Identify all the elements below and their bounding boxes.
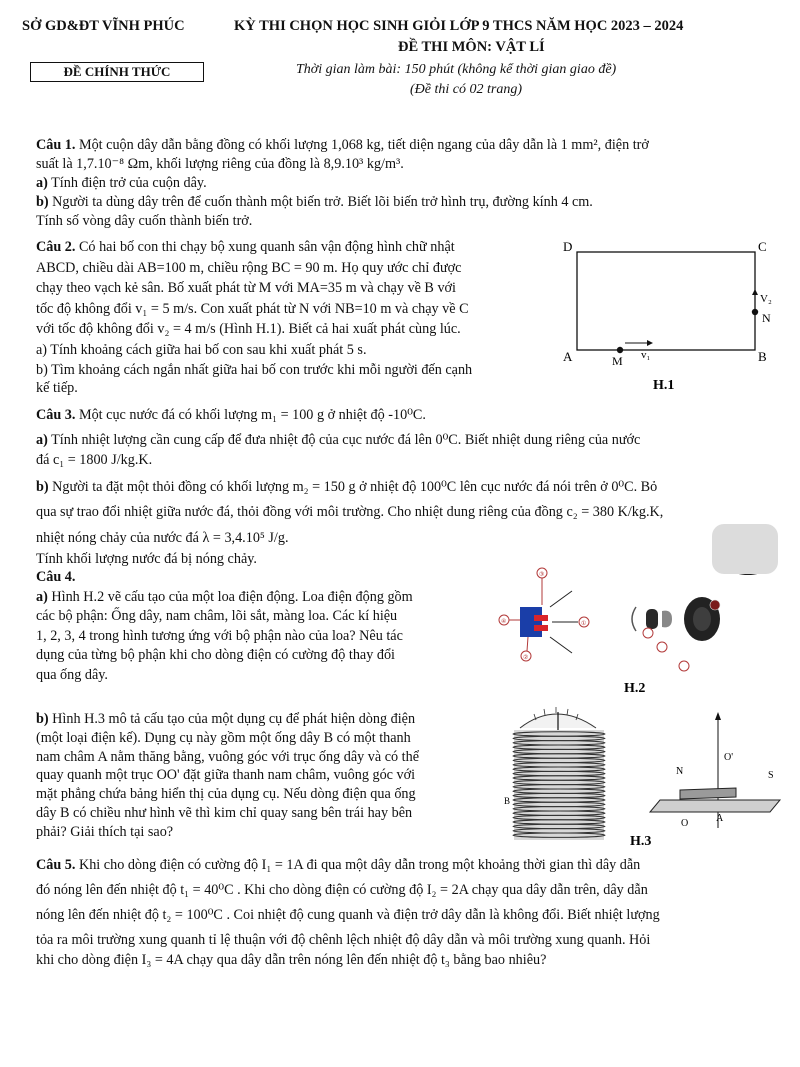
figure-h2-caption: H.2 [624,681,646,696]
point-n [752,309,758,315]
magnet-south [534,625,548,631]
part-a-label: a) [36,431,48,448]
question-5-line: khi cho dòng điện I₃ = 4A chạy qua dây dẫn trên nóng lên đến nhiệt độ t₃ bằng bao nhiêu? [36,952,547,968]
question-2-line: ABCD, chiều dài AB=100 m, chiều rộng BC = 90 m. Họ quy ước chỉ được [36,259,462,276]
question-5-line: nóng lên đến nhiệt độ t₂ = 100⁰C . Coi nhiệt độ cung quanh và điện trở dây dẫn là không đổi. Biết nhiệt lượng [36,907,660,923]
marker-1-label: ① [581,621,587,627]
question-4-part-a: qua ống dây. [36,666,108,683]
exam-subject: ĐỀ THI MÔN: VẬT LÍ [398,39,545,55]
field-rectangle [577,252,755,350]
question-2-line: tốc độ không đổi v₁ = 5 m/s. Con xuất phát từ N với NB=10 m và chạy về C [36,300,469,317]
marker-3 [657,642,667,652]
question-1-part-b: Người ta dùng dây trên để cuốn thành một biến trở. Biết lõi biến trở hình trụ, đường kính 4 cm. [52,194,593,210]
figure-h3-caption: H.3 [630,834,652,848]
cone-section [662,611,672,628]
question-4-part-b: phải? Giải thích tại sao? [36,823,174,840]
question-3-part-a: đá c₁ = 1800 J/kg.K. [36,452,153,468]
department-name: SỞ GD&ĐT VĨNH PHÚC [22,18,185,34]
exam-duration: Thời gian làm bài: 150 phút (không kể thời gian giao đề) [296,62,617,77]
point-m [617,347,623,353]
question-4-label: Câu 4. [36,569,76,585]
question-1-line: Một cuộn dây dẫn bằng đồng có khối lượng 1,068 kg, tiết diện ngang của dây dẫn là 1 mm², điện trở [78,137,649,153]
marker-3-label: ③ [539,572,545,578]
corner-d-label: D [563,239,573,254]
corner-a-label: A [563,349,573,364]
exam-title: KỲ THI CHỌN HỌC SINH GIỎI LỚP 9 THCS NĂM HỌC 2023 – 2024 [234,18,684,34]
question-4-part-a: Hình H.2 vẽ cấu tạo của một loa điện động. Loa điện động gồm [51,588,413,605]
question-5 [36,855,776,971]
coil-b-label: B [504,796,511,806]
speaker-photo-frame [712,524,778,574]
figure-h3 [500,700,785,848]
speaker-inner [693,607,711,631]
corner-c-label: C [758,239,767,254]
question-2-part-a: a) Tính khoảng cách giữa hai bố con sau khi xuất phát 5 s. [36,341,367,358]
marker-4 [643,628,653,638]
question-4-part-b: Hình H.3 mô tả cấu tạo của một dụng cụ để phát hiện dòng điện [52,711,416,727]
magnet-north [534,615,548,621]
marker-2-label: ② [523,655,529,661]
part-b-label: b) [36,711,49,727]
question-2-line: chạy theo vạch kẻ sân. Bố xuất phát từ M với MA=35 m và chạy về B với [36,280,456,296]
question-3-part-b: Người ta đặt một thỏi đồng có khối lượng m₂ = 150 g ở nhiệt độ 100⁰C lên cục nước đá nói trên ở 0⁰C. Bỏ [52,478,658,495]
question-4-part-b: mặt phẳng chứa bảng hiển thị của dụng cụ. Nếu dòng điện qua ống [36,786,416,803]
figure-h1 [555,234,780,394]
v1-arrowhead [647,340,653,346]
part-a-label: a) [36,588,48,605]
page-count: (Đề thi có 02 trang) [410,82,522,97]
v1-label: v₁ [641,349,651,361]
question-4-part-b: (một loại điện kế). Dụng cụ này gồm một ống dây B có một thanh [36,729,411,746]
question-4-part-a: các bộ phận: Ống dây, nam châm, lõi sắt, màng loa. Các kí hiệu [36,608,398,624]
part-b-label: b) [36,478,49,495]
question-4-part-b-block [36,710,501,842]
question-3-part-b: Tính khối lượng nước đá bị nóng chảy. [36,551,257,567]
question-4-part-b: quay quanh một trục OO' đặt giữa thanh nam châm, vuông góc với [36,767,416,784]
question-3-line: Một cục nước đá có khối lượng m₁ = 100 g ở nhiệt độ -10⁰C. [78,407,426,423]
cone-line [550,591,572,607]
question-1-part-a: Tính điện trở của cuộn dây. [51,175,207,191]
question-4-part-a-block [36,568,506,685]
leader-line [527,637,528,651]
point-n-label: N [762,311,771,325]
question-3-part-a: Tính nhiệt lượng cần cung cấp để đưa nhiệt độ của cục nước đá lên 0⁰C. Biết nhiệt dung riêng của nước [51,431,641,448]
magnet-n-label: N [676,766,684,777]
question-2-line: với tốc độ không đổi v₂ = 4 m/s (Hình H.1). Biết cả hai xuất phát cùng lúc. [36,321,461,337]
question-4-part-a: 1, 2, 3, 4 trong hình tương ứng với bộ phận nào của loa? Nêu tác [36,627,403,644]
v2-label: V₂ [760,293,772,305]
v2-arrowhead [752,289,758,295]
question-2-line: Có hai bố con thi chạy bộ xung quanh sân vận động hình chữ nhật [78,239,455,255]
question-2-part-b: kế tiếp. [36,379,78,396]
marker-1 [710,600,720,610]
question-3-label: Câu 3. [36,407,76,423]
magnet-s-label: S [768,770,774,781]
axis-o-prime-label: O' [724,752,734,763]
question-2 [36,237,554,398]
question-2-label: Câu 2. [36,239,76,255]
magnet-a [680,788,736,799]
question-1-line: suất là 1,7.10⁻⁸ Ωm, khối lượng riêng của đồng là 8,9.10³ kg/m³. [36,156,404,172]
question-3-part-b: nhiệt nóng chảy của nước đá λ = 3,4.10⁵ J/g. [36,529,289,546]
magnet-a-label: A [716,813,724,824]
question-1 [36,136,766,231]
question-5-line: tỏa ra môi trường xung quanh tỉ lệ thuận với độ chênh lệch nhiệt độ dây dẫn và môi trường xung quanh. Hỏi [36,931,651,948]
question-3-part-b: qua sự trao đổi nhiệt giữa nước đá, thỏi đồng với môi trường. Cho nhiệt dung riêng của đồng c₂ = 380 K/kg.K, [36,504,664,520]
part-b-label: b) [36,194,49,210]
question-4-part-a: dụng của từng bộ phận khi cho dòng điện có cường độ thay đổi [36,647,395,663]
magnet-body [520,607,542,637]
marker-4-label: ④ [501,619,507,625]
axis-o-label: O [681,818,689,829]
question-4-part-b: dây B có chiều như hình vẽ thì kim chỉ quay sang bên trái hay bên [36,804,413,821]
question-2-part-b: b) Tìm khoảng cách ngắn nhất giữa hai bố con trước khi mỗi người đến cạnh [36,362,473,378]
cone-line [550,637,572,653]
axis-arrowhead [715,712,721,720]
point-m-label: M [612,354,623,368]
official-badge: ĐỀ CHÍNH THỨC [30,62,204,82]
question-5-line: đó nóng lên đến nhiệt độ t₁ = 40⁰C . Khi cho dòng điện có cường độ I₂ = 2A chạy qua dây dẫn trên, dây dẫn [36,881,648,898]
question-5-line: Khi cho dòng điện có cường độ I₁ = 1A đi qua một dây dẫn trong một khoảng thời gian thì dây dẫn [78,857,641,873]
coil-arc [632,607,636,631]
question-4-part-b: nam châm A nằm thăng bằng, vuông góc với trục ống dây và có thể [36,748,419,765]
display-plate [650,800,780,812]
pole-piece [646,609,658,629]
marker-2 [679,661,689,671]
figure-h1-caption: H.1 [653,378,675,393]
corner-b-label: B [758,349,767,364]
question-1-part-b: Tính số vòng dây cuốn thành biến trở. [36,213,253,229]
question-1-label: Câu 1. [36,137,76,153]
question-5-label: Câu 5. [36,857,76,873]
part-a-label: a) [36,175,48,191]
